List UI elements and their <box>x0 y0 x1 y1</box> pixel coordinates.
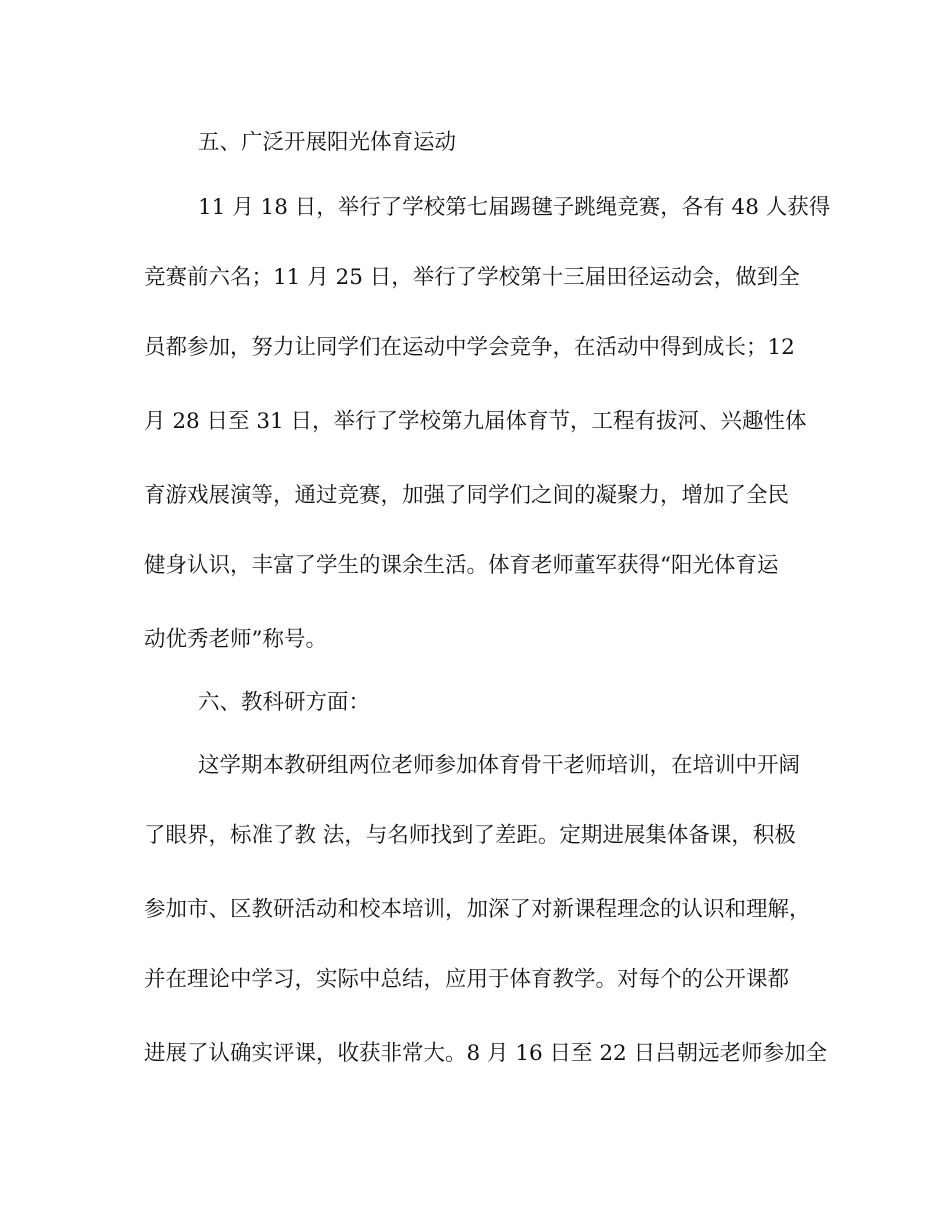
section-heading-5: 五、广泛开展阳光体育运动 <box>198 130 457 155</box>
paragraph-line: 参加市、区教研活动和校本培训，加深了对新课程理念的认识和理解， <box>144 897 811 922</box>
paragraph-line: 竞赛前六名；11 月 25 日，举行了学校第十三届田径运动会，做到全 <box>144 265 800 290</box>
paragraph-line: 进展了认确实评课，收获非常大。8 月 16 日至 22 日吕朝远老师参加全 <box>144 1041 828 1066</box>
paragraph-line: 育游戏展演等，通过竞赛，加强了同学们之间的凝聚力，增加了全民 <box>144 483 790 508</box>
paragraph-line: 健身认识，丰富了学生的课余生活。体育老师董军获得“阳光体育运 <box>144 553 779 578</box>
paragraph-line: 11 月 18 日，举行了学校第七届踢毽子跳绳竞赛，各有 48 人获得 <box>198 195 831 220</box>
paragraph-line: 员都参加，努力让同学们在运动中学会竞争，在活动中得到成长；12 <box>144 335 795 360</box>
paragraph-line: 这学期本教研组两位老师参加体育骨干老师培训，在培训中开阔 <box>198 753 801 778</box>
paragraph-line: 并在理论中学习，实际中总结，应用于体育教学。对每个的公开课都 <box>144 967 790 992</box>
paragraph-line: 月 28 日至 31 日，举行了学校第九届体育节，工程有拔河、兴趣性体 <box>144 409 807 434</box>
section-heading-6: 六、教科研方面： <box>198 690 371 715</box>
paragraph-line: 动优秀老师”称号。 <box>144 627 327 652</box>
paragraph-line: 了眼界，标准了教 法，与名师找到了差距。定期进展集体备课，积极 <box>144 823 796 848</box>
